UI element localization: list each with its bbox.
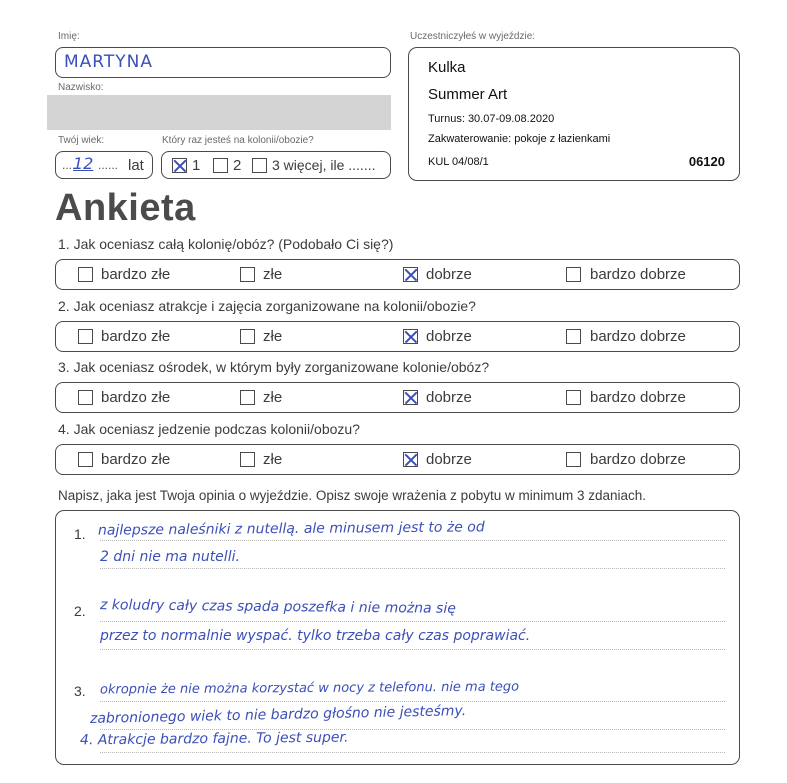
opinion-rule [100,701,725,702]
q1-option-bardzo-zle-checkbox[interactable] [78,267,93,282]
camp-count-2-checkbox[interactable] [213,158,228,173]
camp-count-2-label: 2 [233,157,242,174]
opinion-rule [100,752,725,753]
camp-count-label: Który raz jesteś na kolonii/obozie? [162,135,314,146]
opinion-rule [100,568,725,569]
age-field[interactable] [55,151,153,179]
q3-option-bardzo-zle-label: bardzo złe [101,389,171,406]
age-dots-left: .... [62,158,76,172]
q2-option-bardzo-zle-label: bardzo złe [101,328,171,345]
question-4-text: 4. Jak oceniasz jedzenie podczas kolonii/obozu? [58,421,360,437]
opinion-handwriting-line: z koludry cały czas spada poszefka i nie można się [99,597,456,617]
camp-count-1-checkbox[interactable] [172,158,187,173]
trip-turnus: Turnus: 30.07-09.08.2020 [428,113,555,125]
trip-number: 06120 [688,154,725,169]
trip-code: KUL 04/08/1 [428,156,489,168]
trip-label: Uczestniczyłeś w wyjeździe: [410,31,536,42]
q3-option-dobrze-label: dobrze [426,389,472,406]
q4-option-zle-label: złe [263,451,283,468]
camp-count-3-checkbox[interactable] [252,158,267,173]
opinion-rule [100,729,725,730]
trip-line1: Kulka [428,59,466,76]
opinion-handwriting-line: okropnie że nie można korzystać w nocy z telefonu. nie ma tego [99,679,520,698]
last-name-label: Nazwisko: [58,82,104,93]
q2-option-bardzo-dobrze-label: bardzo dobrze [590,328,686,345]
q4-option-bardzo-dobrze-checkbox[interactable] [566,452,581,467]
first-name-label: Imię: [58,31,80,42]
q1-option-bardzo-dobrze-label: bardzo dobrze [590,266,686,283]
q4-option-bardzo-zle-checkbox[interactable] [78,452,93,467]
opinion-handwriting-line: najlepsze naleśniki z nutellą. ale minusem jest to że od [97,519,485,539]
trip-info-box [408,47,740,181]
q3-option-dobrze-checkbox[interactable] [403,390,418,405]
age-unit: lat [128,157,144,174]
opinion-number-1: 1. [74,526,86,542]
q4-option-bardzo-zle-label: bardzo złe [101,451,171,468]
q2-option-dobrze-checkbox[interactable] [403,329,418,344]
age-value: 12 [73,154,94,173]
opinion-handwriting-line: 2 dni nie ma nutelli. [100,549,240,565]
q2-option-dobrze-label: dobrze [426,328,472,345]
camp-count-3-label: 3 więcej, ile ....... [272,157,376,173]
q2-option-zle-label: złe [263,328,283,345]
q3-option-bardzo-dobrze-label: bardzo dobrze [590,389,686,406]
q1-option-zle-checkbox[interactable] [240,267,255,282]
page-title: Ankieta [55,187,196,229]
q4-option-dobrze-checkbox[interactable] [403,452,418,467]
camp-count-1-label: 1 [192,157,201,174]
question-4-options [55,444,740,475]
q4-option-dobrze-label: dobrze [426,451,472,468]
q2-option-bardzo-dobrze-checkbox[interactable] [566,329,581,344]
camp-count-field [161,151,391,179]
question-1-text: 1. Jak oceniasz całą kolonię/obóz? (Podobało Ci się?) [58,236,394,252]
trip-accommodation: Zakwaterowanie: pokoje z łazienkami [428,133,611,145]
q4-option-bardzo-dobrze-label: bardzo dobrze [590,451,686,468]
q2-option-zle-checkbox[interactable] [240,329,255,344]
opinion-rule [100,621,725,622]
q1-option-dobrze-label: dobrze [426,266,472,283]
opinion-rule [100,540,725,541]
q1-option-zle-label: złe [263,266,283,283]
question-2-text: 2. Jak oceniasz atrakcje i zajęcia zorganizowane na kolonii/obozie? [58,298,476,314]
q4-option-zle-checkbox[interactable] [240,452,255,467]
age-label: Twój wiek: [58,135,105,146]
question-3-options [55,382,740,413]
opinion-prompt: Napisz, jaka jest Twoja opinia o wyjeździe. Opisz swoje wrażenia z pobytu w minimum 3 zdaniach. [58,488,647,503]
first-name-field[interactable] [55,47,391,78]
opinion-handwriting-line: 4. Atrakcje bardzo fajne. To jest super. [79,729,349,749]
q1-option-dobrze-checkbox[interactable] [403,267,418,282]
opinion-handwriting-line: zabronionego wiek to nie bardzo głośno nie jesteśmy. [89,703,467,727]
opinion-number-3: 3. [74,683,86,699]
q1-option-bardzo-dobrze-checkbox[interactable] [566,267,581,282]
question-1-options [55,259,740,290]
first-name-value: MARTYNA [64,52,153,72]
opinion-rule [100,649,725,650]
q1-option-bardzo-zle-label: bardzo złe [101,266,171,283]
trip-line2: Summer Art [428,86,508,103]
q2-option-bardzo-zle-checkbox[interactable] [78,329,93,344]
q3-option-zle-label: złe [263,389,283,406]
question-2-options [55,321,740,352]
q3-option-zle-checkbox[interactable] [240,390,255,405]
q3-option-bardzo-zle-checkbox[interactable] [78,390,93,405]
q3-option-bardzo-dobrze-checkbox[interactable] [566,390,581,405]
last-name-redacted [47,95,391,130]
opinion-handwriting-line: przez to normalnie wyspać. tylko trzeba cały czas poprawiać. [100,628,531,644]
age-dots-right: ...... [98,158,119,172]
question-3-text: 3. Jak oceniasz ośrodek, w którym były zorganizowane kolonie/obóz? [58,359,490,375]
opinion-number-2: 2. [74,603,86,619]
